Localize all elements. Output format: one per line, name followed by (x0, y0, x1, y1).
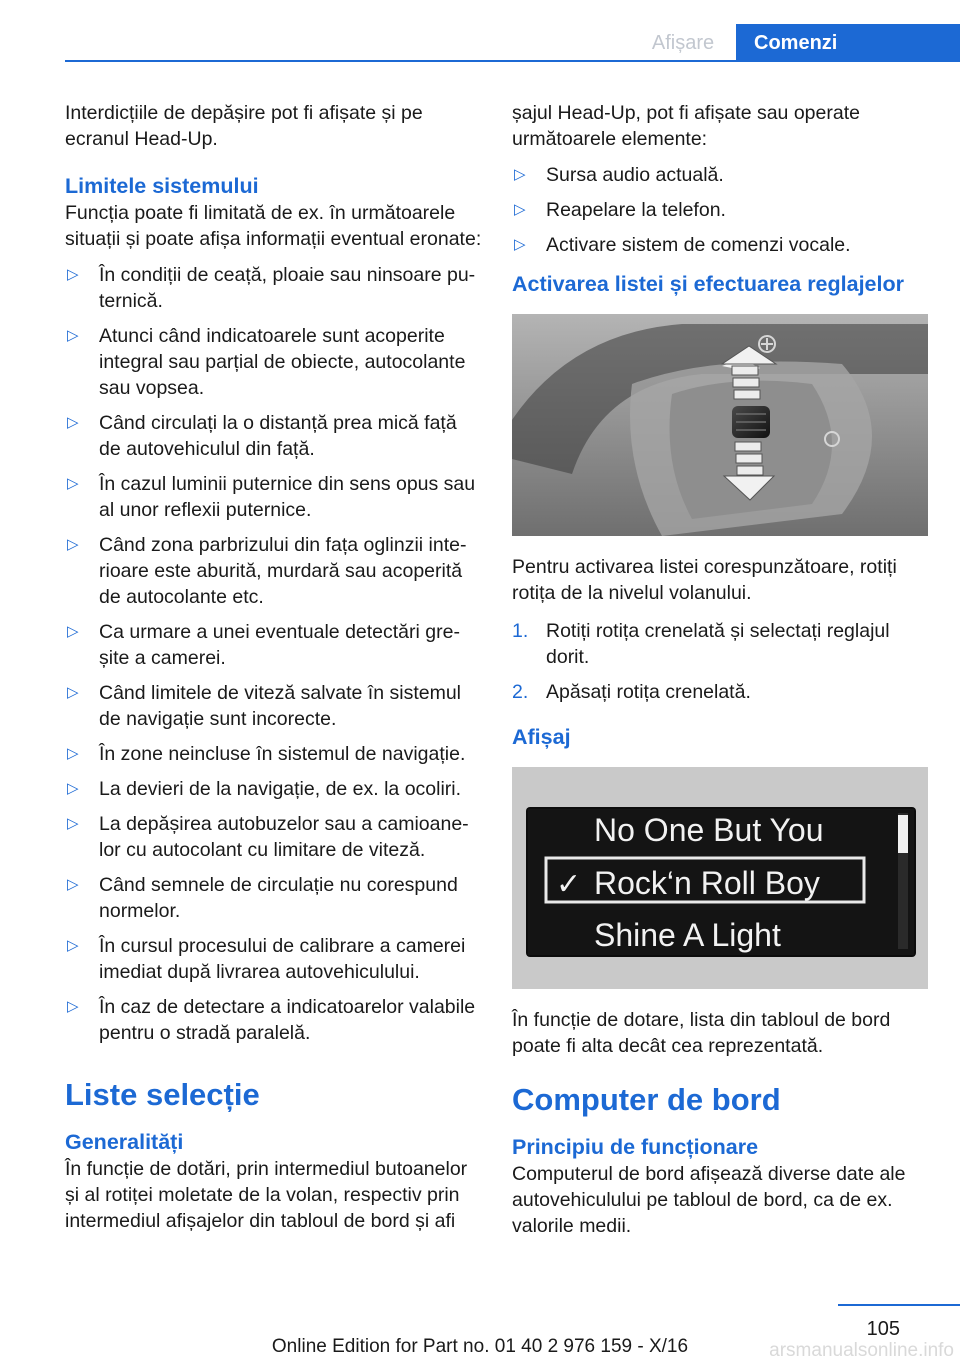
left-column (65, 100, 483, 1254)
triangle-bullet-icon: ▷ (67, 876, 79, 893)
limits-list-item (65, 933, 483, 985)
triangle-bullet-icon: ▷ (67, 780, 79, 797)
functions-list-item (512, 197, 932, 223)
limits-list-item (65, 994, 483, 1046)
step-text: Rotiți rotița crenelată și selectați reglajul dorit. (546, 620, 890, 668)
watermark: arsmanualsonline.info (769, 1340, 954, 1361)
general-heading: Generalități (65, 1130, 184, 1154)
limits-list-item (65, 410, 483, 462)
page-number-rule (838, 1304, 960, 1306)
limits-list-item-text: Când circulați la o distanță prea mică față de autovehiculul din față. (99, 412, 457, 460)
steering-wheel-image (512, 314, 928, 536)
display-note-paragraph: În funcție de dotare, lista din tabloul de bord poate fi alta decât cea reprezentată. (512, 1009, 891, 1057)
limits-list-item (65, 471, 483, 523)
limits-list-item (65, 811, 483, 863)
limits-list (65, 262, 483, 1046)
limits-list-item-text: În caz de detectare a indicatoarelor valabile pentru o stradă paralelă. (99, 996, 476, 1044)
display-item-2-selected: Rock‘n Roll Boy (594, 865, 820, 901)
limits-list-item-text: Când zona parbrizului din fața oglinzii interioare este aburită, murdară sau acoperită de autocolante etc. (99, 534, 467, 608)
activation-heading: Activarea listei și efectuarea reglajelor (512, 272, 904, 296)
step-item (512, 618, 932, 670)
triangle-bullet-icon: ▷ (67, 937, 79, 954)
display-item-1: No One But You (594, 812, 824, 848)
display-heading: Afișaj (512, 725, 571, 749)
principle-heading: Principiu de funcționare (512, 1135, 759, 1159)
triangle-bullet-icon: ▷ (67, 414, 79, 431)
limits-list-item-text: Ca urmare a unei eventuale detectări greșite a camerei. (99, 621, 460, 669)
activation-paragraph: Pentru activarea listei corespunzătoare, rotiți rotița de la nivelul volanului. (512, 556, 897, 604)
triangle-bullet-icon: ▷ (67, 623, 79, 640)
display-list-image (512, 767, 928, 989)
limits-list-item-text: Când semnele de circulație nu corespund normelor. (99, 874, 458, 922)
scrollbar-thumb (898, 815, 908, 853)
limits-list-item-text: În condiții de ceață, ploaie sau ninsoare puternică. (99, 264, 476, 312)
functions-list-item-text: Reapelare la telefon. (546, 199, 726, 221)
functions-list-item (512, 162, 932, 188)
functions-list (512, 162, 932, 258)
tab-comenzi[interactable]: Comenzi (736, 24, 960, 62)
functions-list-item-text: Activare sistem de comenzi vocale. (546, 234, 851, 256)
edition-footer: Online Edition for Part no. 01 40 2 976 159 - X/16 (271, 1336, 689, 1357)
right-column (512, 100, 932, 1259)
tab-afisare[interactable]: Afișare (651, 31, 715, 54)
limits-list-item-text: Când limitele de viteză salvate în sistemul de navigație sunt incorecte. (99, 682, 461, 730)
page-number: 105 (866, 1318, 900, 1340)
limits-paragraph: Funcția poate fi limitată de ex. în următoarele situații și poate afișa informații eventual eronate: (65, 202, 482, 250)
triangle-bullet-icon: ▷ (67, 684, 79, 701)
general-paragraph: În funcție de dotări, prin intermediul butoanelor și al rotiței moletate de la volan, respectiv prin intermediul afișajelor din tabloul de bord și afi (65, 1158, 468, 1232)
check-icon: ✓ (556, 867, 582, 902)
limits-list-item (65, 323, 483, 401)
triangle-bullet-icon: ▷ (67, 475, 79, 492)
limits-list-item (65, 532, 483, 610)
triangle-bullet-icon: ▷ (67, 745, 79, 762)
functions-list-item (512, 232, 932, 258)
triangle-bullet-icon: ▷ (514, 236, 526, 253)
limits-list-item-text: În zone neincluse în sistemul de navigație. (99, 743, 466, 765)
intro-paragraph: Interdicțiile de depășire pot fi afișate și pe ecranul Head-Up. (65, 102, 423, 150)
step-number: 2. (512, 681, 529, 703)
limits-list-item (65, 741, 483, 767)
functions-list-item-text: Sursa audio actuală. (546, 164, 724, 186)
limits-list-item (65, 872, 483, 924)
step-text: Apăsați rotița crenelată. (546, 681, 751, 703)
limits-list-item (65, 262, 483, 314)
triangle-bullet-icon: ▷ (67, 998, 79, 1015)
limits-list-item (65, 680, 483, 732)
limits-list-item-text: Atunci când indicatoarele sunt acoperite integral sau parțial de obiecte, autocolante sau vopsea. (99, 325, 466, 399)
triangle-bullet-icon: ▷ (514, 201, 526, 218)
continued-paragraph: șajul Head-Up, pot fi afișate sau operate următoarele elemente: (512, 102, 860, 150)
limits-list-item-text: În cazul luminii puternice din sens opus sau al unor reflexii puternice. (99, 473, 476, 521)
step-item (512, 679, 932, 705)
steps-list (512, 618, 932, 705)
triangle-bullet-icon: ▷ (514, 166, 526, 183)
triangle-bullet-icon: ▷ (67, 815, 79, 832)
limits-list-item-text: La depășirea autobuzelor sau a camioanelor cu autocolant cu limitare de viteză. (99, 813, 469, 861)
limits-heading: Limitele sistemului (65, 174, 259, 198)
triangle-bullet-icon: ▷ (67, 266, 79, 283)
display-item-3: Shine A Light (594, 917, 781, 953)
lists-heading: Liste selecție (65, 1077, 260, 1112)
triangle-bullet-icon: ▷ (67, 327, 79, 344)
limits-list-item-text: La devieri de la navigație, de ex. la ocoliri. (99, 778, 462, 800)
limits-list-item-text: În cursul procesului de calibrare a camerei imediat după livrarea autovehiculului. (99, 935, 466, 983)
limits-list-item (65, 619, 483, 671)
computer-heading: Computer de bord (512, 1082, 781, 1117)
principle-paragraph: Computerul de bord afișează diverse date ale autovehiculului pe tabloul de bord, ca de ex. valorile medii. (512, 1163, 906, 1237)
limits-list-item (65, 776, 483, 802)
step-number: 1. (512, 620, 529, 642)
triangle-bullet-icon: ▷ (67, 536, 79, 553)
